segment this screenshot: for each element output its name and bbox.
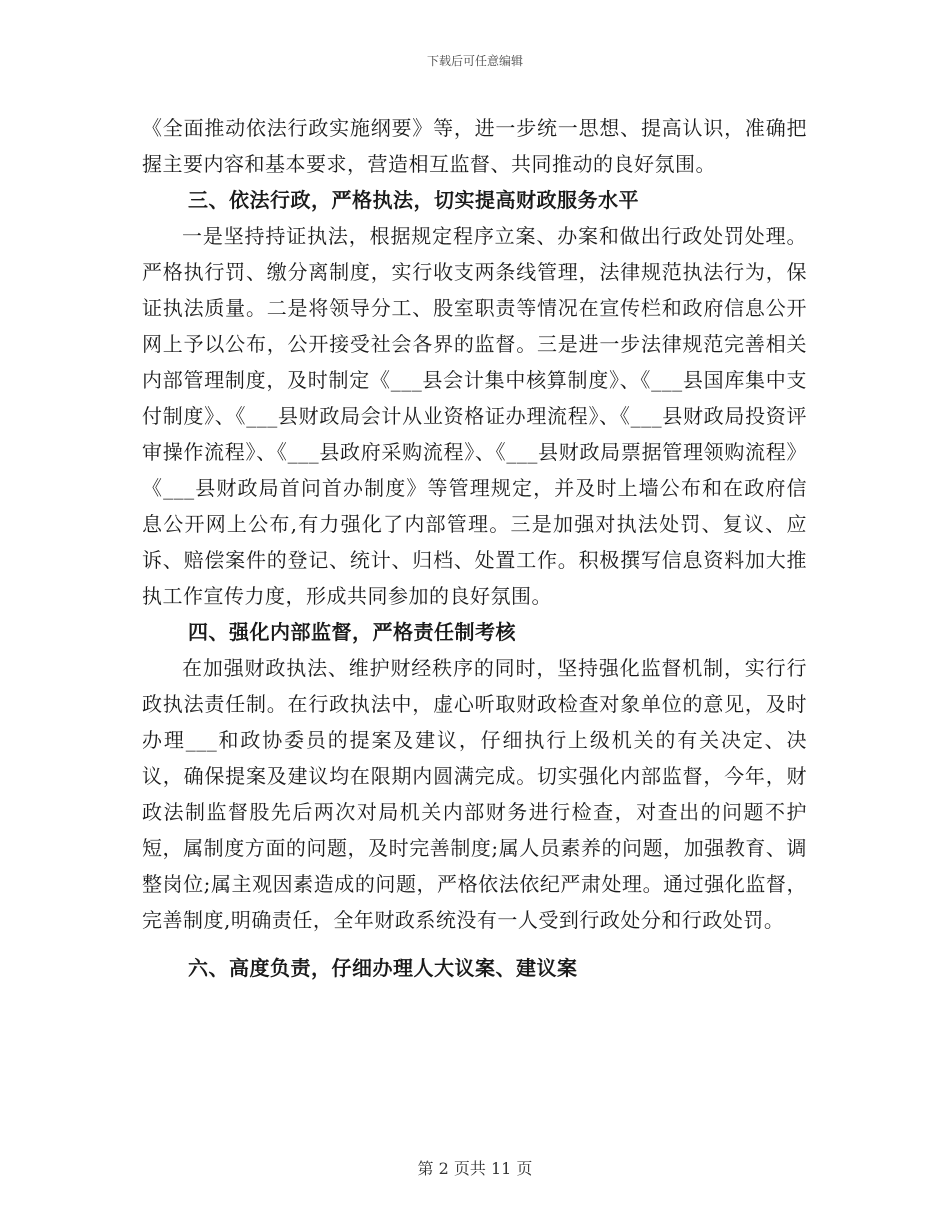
section-3-heading: 三、依法行政，严格执法，切实提高财政服务水平 — [188, 188, 639, 212]
section-6-heading: 六、高度负责，仔细办理人大议案、建议案 — [188, 956, 578, 980]
page-header-note: 下载后可任意编辑 — [426, 54, 523, 68]
intro-paragraph: 《全面推动依法行政实施纲要》等，进一步统一思想、提高认识，准确把握主要内容和基本要求，营造相互监督、共同推动的良好氛围。 — [142, 116, 807, 176]
section-4-paragraph: 在加强财政执法、维护财经秩序的同时，坚持强化监督机制，实行行政执法责任制。在行政执法中，虚心听取财政检查对象单位的意见，及时办理___和政协委员的提案及建议，仔细执行上级机关的有关决定、决议，确保提案及建议均在限期内圆满完成。切实强化内部监督，今年，财政法制监督股先后两次对局机关内部财务进行检查，对查出的问题不护短，属制度方面的问题，及时完善制度;属人员素养的问题，加强教育、调整岗位;属主观因素造成的问题，严格依法依纪严肃处理。通过强化监督，完善制度,明确责任，全年财政系统没有一人受到行政处分和行政处罚。 — [142, 656, 807, 932]
document-body — [142, 110, 807, 986]
section-4-heading: 四、强化内部监督，严格责任制考核 — [188, 620, 516, 644]
page-number: 第 2 页共 11 页 — [417, 1159, 533, 1178]
section-3-paragraph: 一是坚持持证执法，根据规定程序立案、办案和做出行政处罚处理。严格执行罚、缴分离制度，实行收支两条线管理，法律规范执法行为，保证执法质量。二是将领导分工、股室职责等情况在宣传栏和政府信息公开网上予以公布，公开接受社会各界的监督。三是进一步法律规范完善相关内部管理制度，及时制定《___县会计集中核算制度》、《___县国库集中支付制度》、《___县财政局会计从业资格证办理流程》、《___县财政局投资评审操作流程》、《___县政府采购流程》、《___县财政局票据管理领购流程》《___县财政局首问首办制度》等管理规定，并及时上墙公布和在政府信息公开网上公布,有力强化了内部管理。三是加强对执法处罚、复议、应诉、赔偿案件的登记、统计、归档、处置工作。积极撰写信息资料加大推执工作宣传力度，形成共同参加的良好氛围。 — [142, 224, 807, 608]
